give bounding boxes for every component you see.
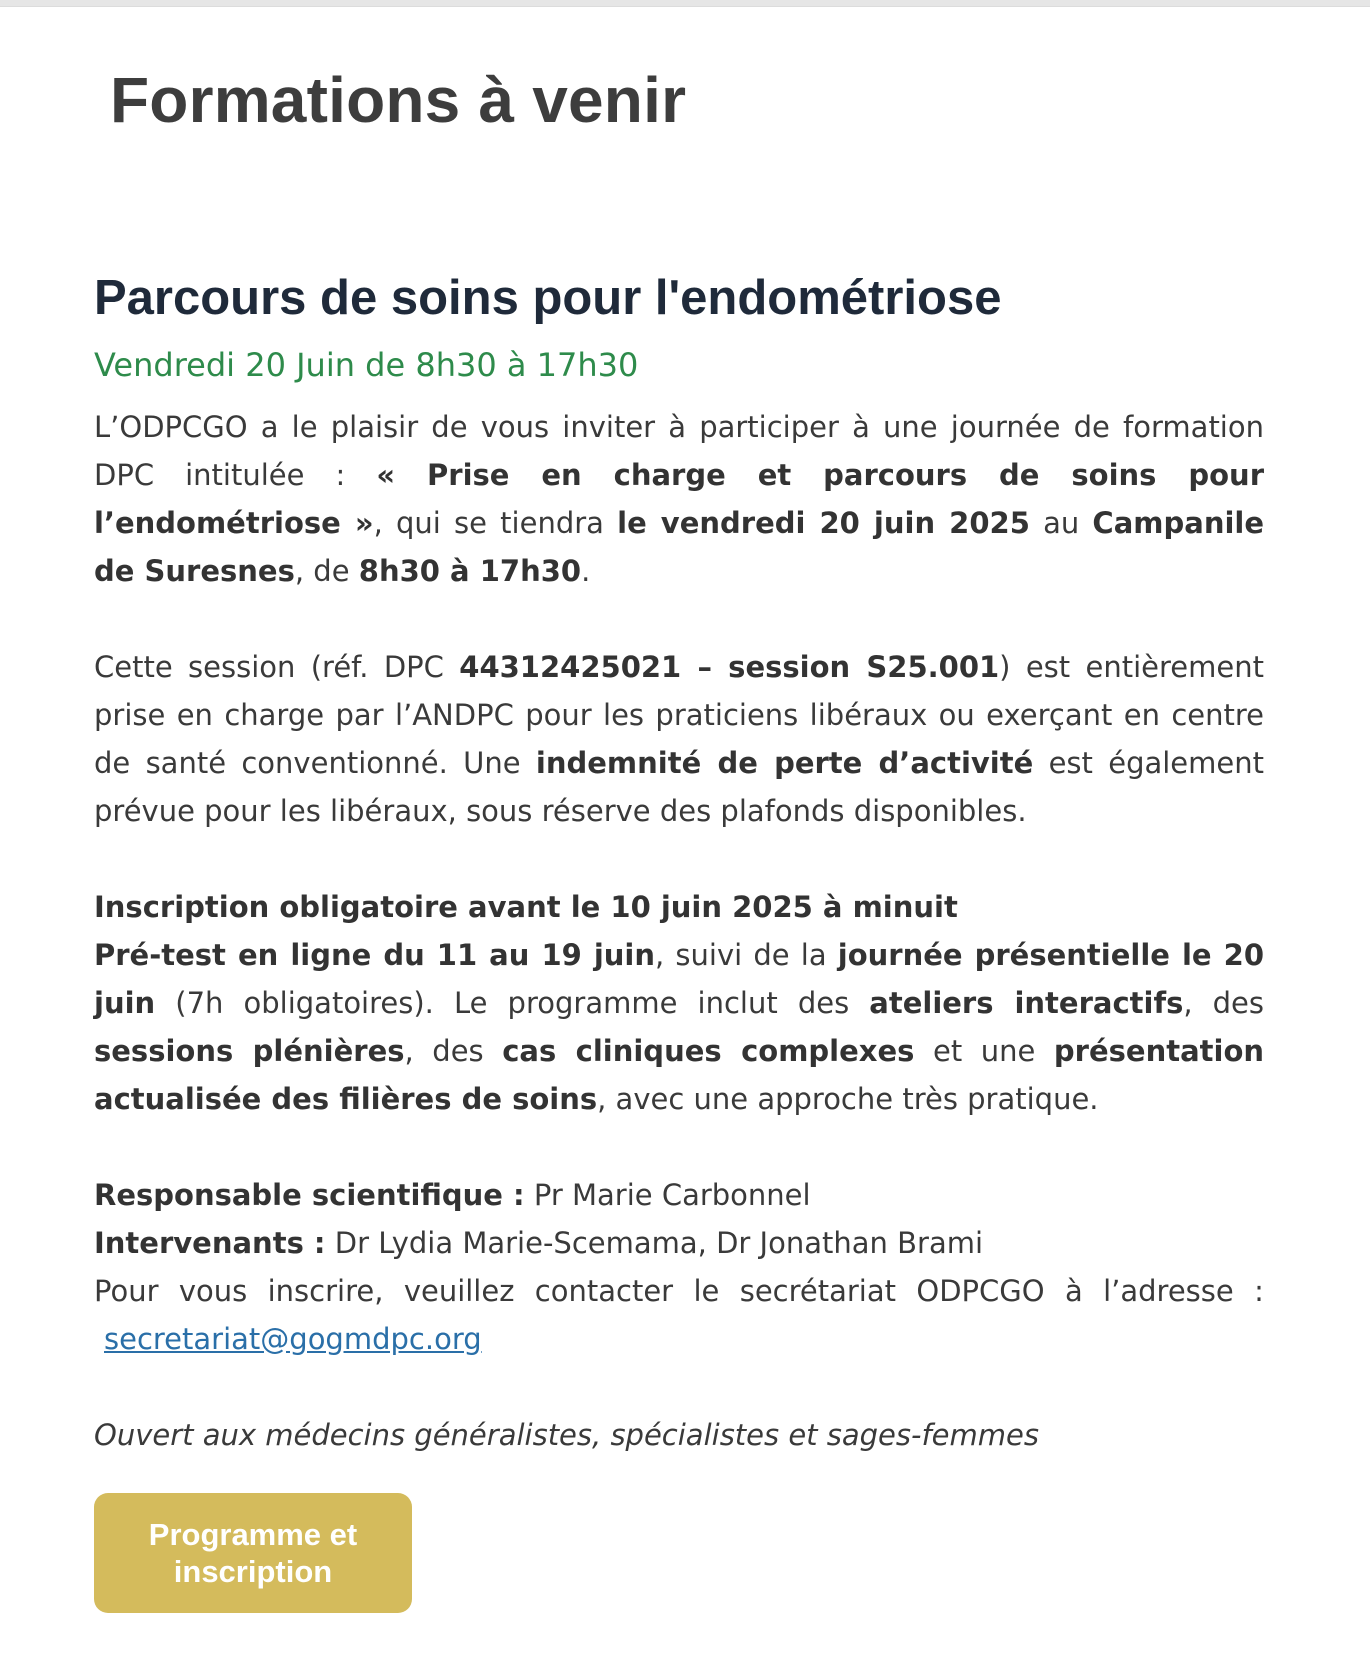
program-text: (7h obligatoires). Le programme inclut des [155,985,870,1020]
contact-instruction [94,1267,1264,1315]
care-pathways-emphasis: présentation actualisée des filières de soins [94,1033,1265,1116]
contacts-block [94,1171,1264,1363]
scientific-lead-name: Pr Marie Carbonnel [524,1177,811,1212]
intro-text: , de [294,553,359,588]
plenary-emphasis: sessions plénières [94,1033,405,1068]
scientific-lead-line [94,1171,1264,1219]
intro-text: , qui se tiendra [373,505,618,540]
program-text: , avec une approche très pratique. [597,1081,1099,1116]
funding-text: Cette session (réf. DPC [94,649,460,684]
email-line [94,1315,1264,1363]
speakers-line [94,1219,1264,1267]
speakers-label: Intervenants : [94,1225,326,1260]
contact-word: à [1064,1273,1083,1308]
clinical-cases-emphasis: cas cliniques complexes [502,1033,915,1068]
program-text: et une [914,1033,1054,1068]
program-text: , des [404,1033,503,1068]
workshops-emphasis: ateliers interactifs [869,985,1184,1020]
contact-word: contacter [534,1273,674,1308]
funding-text: est également prévue pour les libéraux, sous réserve des plafonds disponibles. [94,745,1264,828]
button-label-line1: Programme et [148,1516,358,1552]
program-paragraph [94,883,1264,1123]
contact-word: inscrire, [267,1273,384,1308]
intro-text: au [1029,505,1093,540]
contact-word: veuillez [403,1273,515,1308]
event-venue: Campanile de Suresnes [94,505,1265,588]
event-title: Parcours de soins pour l'endométriose [94,271,1002,325]
registration-deadline: Inscription obligatoire avant le 10 juin 2025 à minuit [94,889,958,924]
button-label-line2: inscription [173,1553,333,1589]
intro-text: L’ODPCGO a le plaisir de vous inviter à participer à une journée de formation DPC intitulée : [94,409,1264,492]
event-card [94,268,1264,1613]
event-hours: 8h30 à 17h30 [358,553,582,588]
contact-word: vous [178,1273,248,1308]
contact-word: : [1254,1273,1264,1308]
contact-word: le [693,1273,720,1308]
secretariat-email-link[interactable]: secretariat@gogmdpc.org [104,1321,482,1356]
program-registration-label [149,1516,357,1590]
speakers-names: Dr Lydia Marie-Scemama, Dr Jonathan Brami [325,1225,984,1260]
top-divider [0,0,1370,7]
funding-text: ) est entièrement prise en charge par l’ANDPC pour les praticiens libéraux ou exerçant en centre de santé conventionné. Une [94,649,1264,780]
intro-text: . [581,553,591,588]
program-text: , suivi de la [655,937,838,972]
training-title-emphasis: « Prise en charge et parcours de soins pour l’endométriose » [94,457,1264,540]
intro-paragraph [94,403,1264,595]
scientific-lead-label: Responsable scientifique : [94,1177,525,1212]
contact-word: ODPCGO [916,1273,1045,1308]
event-date: Vendredi 20 Juin de 8h30 à 17h30 [94,346,639,385]
indemnity-emphasis: indemnité de perte d’activité [535,745,1034,780]
event-full-date: le vendredi 20 juin 2025 [617,505,1030,540]
program-text: , des [1183,985,1264,1020]
program-registration-button[interactable] [94,1493,412,1613]
page-title: Formations à venir [110,64,687,136]
audience-note: Ouvert aux médecins généralistes, spécialistes et sages-femmes [94,1417,1039,1452]
contact-word: Pour [94,1273,159,1308]
funding-paragraph [94,643,1264,835]
onsite-day: journée présentielle le 20 juin [94,937,1265,1020]
contact-word: l’adresse [1103,1273,1234,1308]
pretest-dates: Pré-test en ligne du 11 au 19 juin [94,937,656,972]
contact-word: secrétariat [739,1273,897,1308]
dpc-reference: 44312425021 – session S25.001 [459,649,1000,684]
